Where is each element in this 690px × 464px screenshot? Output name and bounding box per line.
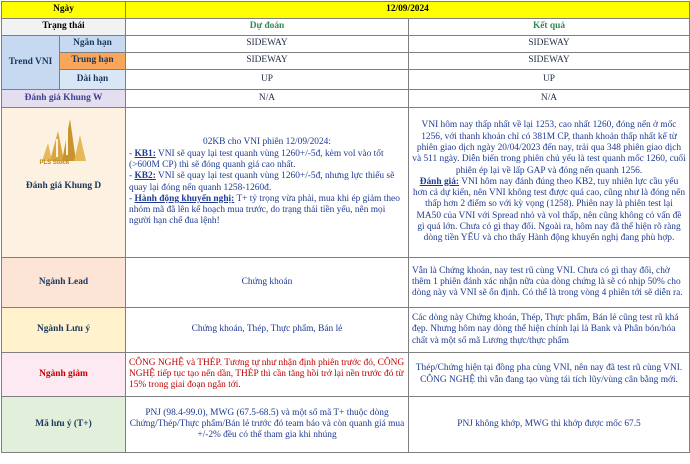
down-forecast: CÔNG NGHỆ và THÉP. Tương tự như nhận định phiên trước đó, CÔNG NGHỆ tiếp tục tạo nến dần, THÉP thì cần tăng hồi trở lại nền trước đó từ 15% trong giai đoạn ngắn tới. xyxy=(126,353,409,397)
watch-forecast: Chứng khoán, Thép, Thực phẩm, Bán lẻ xyxy=(126,308,409,353)
trend-row-mid xyxy=(2,53,690,70)
lead-label: Ngành Lead xyxy=(2,258,126,308)
tplus-label: Mã lưu ý (T+) xyxy=(2,397,126,453)
weekly-result: N/A xyxy=(409,90,690,108)
trend-row-long xyxy=(2,70,690,90)
logo-buildings-icon xyxy=(36,113,92,163)
kb2-text: VNI sẽ quay lại test quanh vùng 1260+/-5đ, nhưng lực thiếu sẽ quay lại đóng nến quanh 1258-1260đ. xyxy=(129,171,395,193)
weekly-row xyxy=(2,90,690,108)
lead-forecast: Chứng khoán xyxy=(126,258,409,308)
daily-forecast-intro: 02KB cho VNI phiên 12/09/2024: xyxy=(203,137,331,148)
result-header: Kết quả xyxy=(409,19,690,36)
daily-result-summary: VNI hôm nay thấp nhất về lại 1253, cao nhất 1260, đóng nến ở mốc 1256, với thanh khoản chỉ có 381M CP, thanh khoản thấp nhất kể từ phiên giao dịch ngày 20/04/2023 đến nay, trải qua 348 phiên giao dịch và 511 ngày. Diễn biến trong phiên chủ yếu là test quanh mốc 1260, cuối phiên ép lại về lấp GAP và đóng nến quanh 1256. xyxy=(412,120,686,176)
down-label: Ngành giảm xyxy=(2,353,126,397)
tplus-row xyxy=(2,397,690,453)
watch-row xyxy=(2,308,690,353)
tplus-forecast: PNJ (98.4-99.0), MWG (67.5-68.5) và một số mã T+ thuộc dòng Chứng/Thép/Thực phẩm/Bán lẻ trước đó team báo và còn quanh giá mua +/-2% đều có thể tham gia khi nhúng xyxy=(126,397,409,453)
daily-label-cell xyxy=(2,108,126,258)
trend-forecast-short: SIDEWAY xyxy=(126,36,409,53)
logo-text: PLS Stock xyxy=(39,159,70,166)
lead-row xyxy=(2,258,690,308)
action-label: Hành động khuyến nghị: xyxy=(134,193,235,204)
daily-result xyxy=(409,108,690,258)
weekly-label: Đánh giá Khung W xyxy=(2,90,126,108)
trend-forecast-long: UP xyxy=(126,70,409,90)
pls-logo xyxy=(36,113,92,171)
trend-term-long: Dài hạn xyxy=(60,70,126,90)
trend-result-mid: SIDEWAY xyxy=(409,53,690,70)
kb1-text: VNI sẽ quay lại test quanh vùng 1260+/-5đ, kèm vol vào tốt (>600M CP) thì sẽ đóng quanh giá cao nhất. xyxy=(129,148,384,170)
trend-term-short: Ngắn hạn xyxy=(60,36,126,53)
trend-result-long: UP xyxy=(409,70,690,90)
date-row xyxy=(2,2,690,19)
down-row xyxy=(2,353,690,397)
daily-row xyxy=(2,108,690,258)
trend-label: Trend VNI xyxy=(2,36,60,90)
daily-label: Đánh giá Khung D xyxy=(25,181,102,191)
vni-forecast-table xyxy=(1,1,690,453)
trend-term-mid: Trung hạn xyxy=(60,53,126,70)
forecast-header: Dự đoán xyxy=(126,19,409,36)
trend-row-short xyxy=(2,36,690,53)
kb1-label: KB1: xyxy=(134,148,156,159)
status-label: Trạng thái xyxy=(2,19,126,36)
trend-result-short: SIDEWAY xyxy=(409,36,690,53)
eval-text: VNI hôm nay đánh đúng theo KB2, tuy nhiên lực cầu yếu hơn cả dự kiến, nên VNI không test được quá cao, cũng như là đóng nến thấp hơn 2 điểm so với kỳ vọng (1258). Phiên nay là phiên test lại MA50 của VNI với Spread nhỏ và vol thấp, nên cũng không có vấn đề gì quá lớn. Chưa có gì thay đổi. Ngoài ra, hôm nay đã thể hiện rõ ràng dòng tiền YẾU và cho thấy Hành động khuyến nghị đang phù hợp. xyxy=(412,176,686,244)
date-label: Ngày xyxy=(2,2,126,19)
status-row xyxy=(2,19,690,36)
watch-result: Các dòng này Chứng khoán, Thép, Thực phẩm, Bán lẻ cũng test rũ khá đẹp. Nhưng hôm nay dòng thể hiện chính lại là Bank và Phân bón/hóa chất và một số mã Lương thực/thực phẩm xyxy=(409,308,690,353)
down-result: Thép/Chứng hiện tại đồng pha cùng VNI, nên nay đã test rũ cùng VNI. CÔNG NGHỆ thì vẫn đang tạo vùng tái tích lũy/vùng cân bằng mới. xyxy=(409,353,690,397)
trend-forecast-mid: SIDEWAY xyxy=(126,53,409,70)
date-value: 12/09/2024 xyxy=(126,2,690,19)
tplus-result: PNJ không khớp, MWG thì khớp được mốc 67.5 xyxy=(409,397,690,453)
lead-result: Vẫn là Chứng khoán, nay test rũ cùng VNI. Chưa có gì thay đổi, chờ thêm 1 phiên đánh xác nhận nữa của dòng chứng là sẽ có nhịp 50% cho dòng này và VNI sẽ ổn định. Có thể là trong vòng 4 phiên tới sẽ diễn ra. xyxy=(409,258,690,308)
watch-label: Ngành Lưu ý xyxy=(2,308,126,353)
daily-forecast: 02KB cho VNI phiên 12/09/2024: - KB1: VNI sẽ quay lại test quanh vùng 1260+/-5đ, kèm vol vào tốt (>600M CP) thì sẽ đóng quanh giá cao nhất. - KB2: VNI sẽ quay lại test quanh vùng 1260+/-5đ, nhưng lực thiếu sẽ quay lại đóng nến quanh 1258-1260đ. - Hành động khuyến nghị: T+ tỷ trọng vừa phải, mua khi ép giảm theo nhóm mã đã lên kế hoạch mua trước, do trạng thái tiền yếu, nên mọi người hạn chế đua lệnh! xyxy=(126,108,409,258)
kb2-label: KB2: xyxy=(134,171,156,182)
action-text: T+ tỷ trọng vừa phải, mua khi ép giảm theo nhóm mã đã lên kế hoạch mua trước, do trạng thái tiền yếu, nên mọi người hạn chế đua lệnh! xyxy=(129,193,400,227)
weekly-forecast: N/A xyxy=(126,90,409,108)
eval-label: Đánh giá: xyxy=(419,176,460,187)
